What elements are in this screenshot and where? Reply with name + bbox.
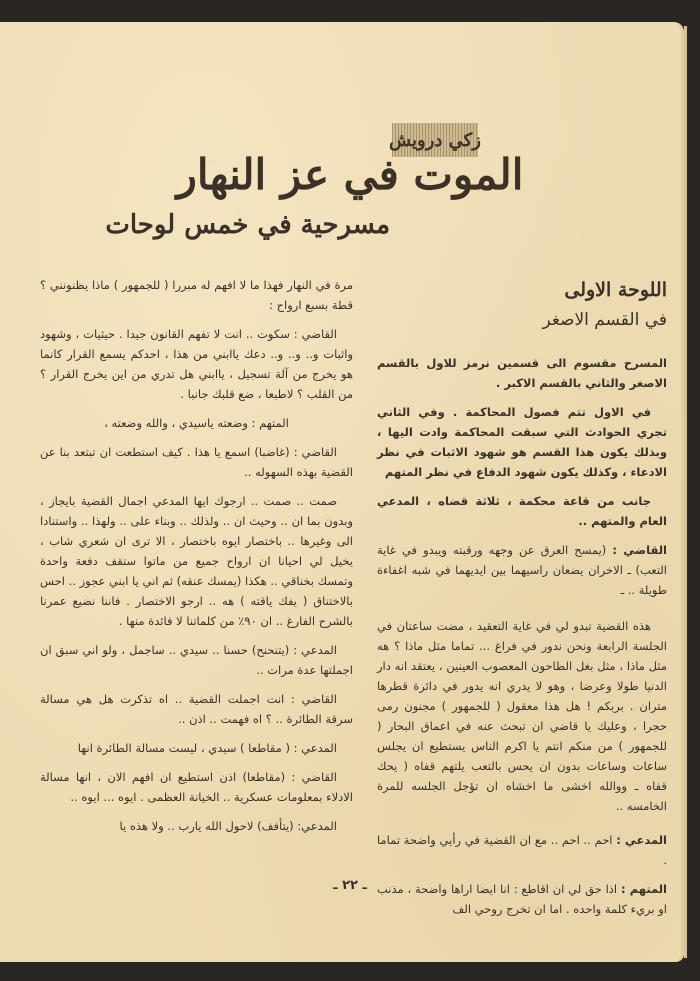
dialogue-line xyxy=(377,830,667,870)
magazine-page xyxy=(0,22,684,962)
paragraph: مرة في النهار فهذا ما لا افهم له مبررا ( للجمهور ) ماذا يظنونني ؟ قطة بسبع ارواح : xyxy=(40,278,353,312)
speaker-label: القاضي : xyxy=(612,543,667,557)
article-subtitle: مسرحية في خمس لوحات xyxy=(105,210,390,240)
dialogue-text: (يمسح العرق عن وجهه ورقبته ويبدو في غاية التعب) ـ الاخران يضعان راسيهما بين ايديهما في شبه اغفاءة طويلة .. ـ xyxy=(377,543,667,597)
right-column xyxy=(377,277,667,928)
article-title: الموت في عز النهار xyxy=(176,150,524,199)
paragraph: المدعي: (يتأفف) لاحول الله يارب .. ولا هذه يا xyxy=(119,819,337,833)
paragraph: المدعي : (يتنحنح) حسنا .. سيدي .. ساجمل ، ولو اني سبق ان اجملتها عدة مرات .. xyxy=(40,643,353,677)
paragraph: المتهم : وضعته ياسيدي ، والله وضعته ، xyxy=(104,416,289,430)
stage-note: في الاول تتم فصول المحاكمة . وفي الثاني تجري الحوادث التي سبقت المحاكمة وادت اليها ، وبذلك يكون هذا القسم هو شهود الاثبات في نظر الادعاء ، وكذلك يكون شهود الدفاع في نظر المتهم xyxy=(377,405,667,479)
speaker-label: المتهم : xyxy=(620,882,667,896)
dialogue-text: هذه القضية تبدو لي في غاية التعقيد ، مضت ساعتان في الجلسة الرابعة ونحن ندور في فراغ ... تماما مثل ماذا ؟ هه مثل ماذا ، مثل بغل الطاحون المعصوب العينين ، يعتقد انه دار الدنيا طولا وعرضا ، وهو لا يدري انه يدور في دائرة قطرها متران . بربكم ! هل هذا معقول ( للجمهور ) مجنون رمى حجرا ، وعليك يا قاضي ان تبحث عنه في اعماق البحار ( للجمهور ) من منكم انتم يا اكرم الناس يستطيع ان يجلس ساعات وساعات بدون ان يحس بالتعب يلتهم قفاه ( يحك قفاه ـ ووالله اخشى ما اخشاه ان تؤجل الجلسه للمرة الخامسه .. xyxy=(377,619,667,813)
stage-note: المسرح مقسوم الى قسمين نرمز للاول بالقسم الاصغر والثاني بالقسم الاكبر . xyxy=(377,356,667,390)
left-column xyxy=(40,275,353,845)
paragraph: القاضي : (غاضبا) اسمع يا هذا . كيف استطعت ان تبتعد بنا عن القضية بهذه السهوله .. xyxy=(40,445,353,479)
scene-subheading: في القسم الاصغر xyxy=(542,310,667,330)
dialogue-line xyxy=(377,540,667,600)
author-name: زكي درويش xyxy=(389,129,481,151)
page-edge xyxy=(684,26,687,958)
dialogue-text: اذا حق لي ان اقاطع : انا ايضا اراها واضحة ، مذنب او بريء كلمة واحده . اما ان تخرج روحي الف xyxy=(377,882,667,916)
page-number: ـ ٢٢ ـ xyxy=(333,878,367,893)
dialogue-line xyxy=(377,879,667,919)
paragraph: المدعي : ( مقاطعا ) سيدي ، ليست مسالة الطائرة انها xyxy=(77,741,337,755)
stage-note: جانب من قاعة محكمة ، ثلاثة قضاه ، المدعي العام والمتهم .. xyxy=(377,494,667,528)
scene-heading: اللوحة الاولى xyxy=(564,279,667,301)
speaker-label: المدعي : xyxy=(616,833,667,847)
dialogue-line xyxy=(377,616,667,816)
dialogue-text: احم .. احم .. مع ان القضية في رأيي واضحة تماما . xyxy=(377,833,667,867)
paragraph: القاضي : (مقاطعا) اذن استطيع ان افهم الان ، انها مسالة الادلاء بمعلومات عسكرية .. الخيانة العظمى . ايوه ... ايوه .. xyxy=(40,770,353,804)
paragraph: صمت .. صمت .. ارجوك ايها المدعي اجمال القضية بايجاز ، وبدون بما ان .. وحيث ان .. ولذلك .. وبناء على .. ولهذا .. واستنادا الى وغيرها .. باختصار ايوه باختصار ، الا ترى ان شعري شاب ، يخيل لي احيانا ان ارواح جميع من ماتوا ستقف دفعة واحدة وتمسك بخناقي .. هكذا (يمسك عنقه) ثم اني يا ابني عجوز .. احس بالاختناق ( يفك ياقته ) هه .. ارجو الاختصار . فاننا نضيع عمرنا بالشرح الفارغ .. ان ٩٠٪ من كلماتنا لا فائدة منها . xyxy=(40,494,353,628)
paragraph: القاضي : سكوت .. انت لا تفهم القانون جيدا . حيثيات ، وشهود واثبات و.. و.. و.. دعك ياابني من هذا ، احدكم يسمع القرار كانما هو يخرج من آلة تسجيل ، ياابني هل تدري من اين يخرج القرار ؟ من القلب ؟ لاطبعا ، ضع قلبك جانبا . xyxy=(40,327,353,401)
paragraph: القاضي : انت اجملت القضية .. اه تذكرت هل هي مسالة سرقة الطائرة .. ؟ اه فهمت .. اذن .. xyxy=(40,692,353,726)
